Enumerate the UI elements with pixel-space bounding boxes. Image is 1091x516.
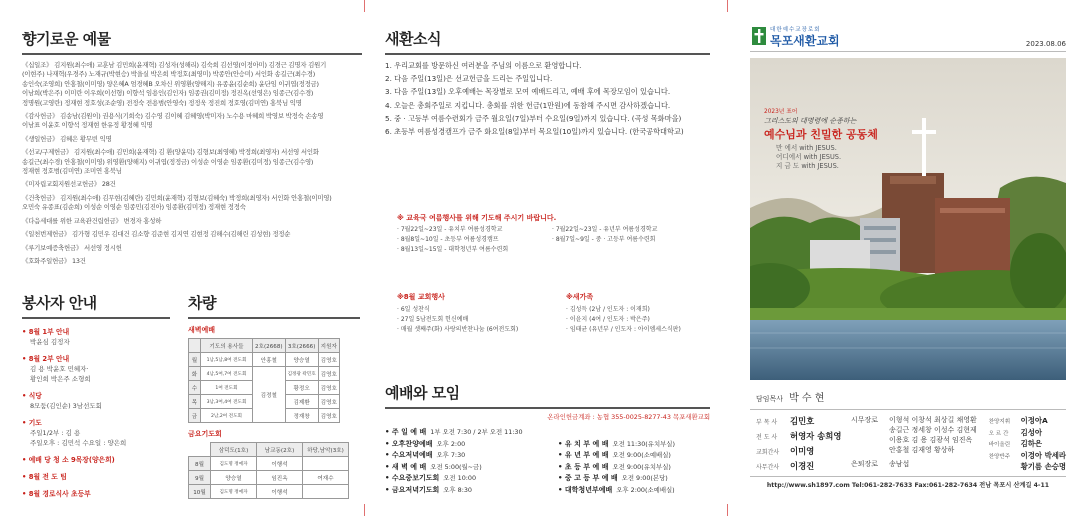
worship-name: • 유 년 부 예 배 <box>558 451 609 459</box>
worship-right-list <box>558 427 675 496</box>
staff-name: 김민호 <box>790 416 815 426</box>
table-cell <box>303 457 349 471</box>
pastor-name: 박 수 현 <box>789 393 825 404</box>
worship-divider <box>385 407 710 409</box>
news-title: 새환소식 <box>385 30 441 48</box>
volunteer-item <box>22 391 170 411</box>
family-item: · 임태균 (유년부 / 인도자 : 아이엠세스식판) <box>566 326 681 333</box>
gift-line: 《생일헌금》 김혜은 황무빈 익명 <box>22 134 112 143</box>
table-cell: 김영호 <box>318 353 339 367</box>
news-section <box>385 28 710 138</box>
vehicle-section <box>188 292 360 499</box>
gifts-divider <box>22 53 362 55</box>
table-header-cell <box>189 443 211 457</box>
family-title: ※새가족 <box>566 293 594 301</box>
gift-line: 《다음세대를 위한 교육관건립헌금》 변경자 홍성하 <box>22 216 162 225</box>
staff-role: 찬양반주 <box>988 453 1011 460</box>
news-item: 1. 우리교회를 방문하신 여러분을 주님의 이름으로 환영합니다. <box>385 61 582 70</box>
worship-item <box>558 450 675 462</box>
elder-line: 송길근 정세창 이성수 김현제 <box>888 426 977 434</box>
worship-item <box>385 473 558 485</box>
gift-block <box>22 244 362 253</box>
table-cell: 황정오 <box>285 381 318 395</box>
news-divider <box>385 53 710 55</box>
worship-section <box>385 382 710 496</box>
footer-divider <box>750 476 1066 477</box>
volunteer-line: 황인희 박은주 소형희 <box>30 375 91 383</box>
worship-time: 오후 2:00 <box>436 439 466 448</box>
worship-item <box>385 485 558 497</box>
gift-line: 《선교/구제헌금》 김지원(최수애) 김민희(윤재혁) 김 환(양윤덕) 김형보(최영혜) 박정희(최영자) 서선영 서인화 <box>22 148 319 157</box>
gift-line: 《십일조》 김지원(최수애) 교훈남 김민희(윤재혁) 김성자(성해리) 김숙희 김선영(이정아미) 김경근 김명자 김원기 <box>22 61 327 69</box>
table-cell <box>303 485 349 499</box>
events-box <box>397 292 557 335</box>
family-list <box>566 305 716 335</box>
worship-left-list <box>385 427 558 496</box>
table-cell: 정재창 <box>285 409 318 423</box>
table-row <box>189 457 349 471</box>
table-cell: 김제환 <box>285 395 318 409</box>
table-cell: 수 <box>189 381 201 395</box>
volunteer-title: 봉사자 안내 <box>22 294 97 312</box>
worship-name: • 금요저녁기도회 <box>385 485 440 494</box>
worship-item <box>558 462 675 474</box>
table-row <box>189 353 340 367</box>
table-cell: 월 <box>189 353 201 367</box>
table-row <box>189 485 349 499</box>
news-item: 2. 다음 주일(13일)은 선교헌금을 드리는 주일입니다. <box>385 74 553 84</box>
summer-title: ※ 교육국 여름행사를 위해 기도해 주시기 바랍니다. <box>397 214 557 222</box>
worship-name: • 오후찬양예배 <box>385 439 433 448</box>
table-header-cell: 삼덕도(1호) <box>211 443 257 457</box>
crop-mark <box>364 0 365 12</box>
volunteer-head: • 8월 경로식사 초등부 <box>22 490 91 498</box>
motto-year: 2023년 표어 <box>764 109 798 115</box>
gift-line: 《일천번제헌금》 김가형 김민우 김대건 김소향 김준현 김지연 김현정 김해수(김해린 김성현) 정정순 <box>22 230 291 239</box>
table-cell: 1남,5남,8여 전도회 <box>201 353 253 367</box>
gift-block <box>22 194 362 213</box>
family-item: · 이윤지 (4여 / 인도자 : 박은주) <box>566 316 650 323</box>
crop-mark <box>727 0 728 12</box>
motto-line: 어디에서 with JESUS. <box>776 153 842 161</box>
summer-item: · 7월22일~23일 - 유치부 여름성경학교 <box>397 226 503 233</box>
table-cell: 김영호 <box>318 381 339 395</box>
volunteer-list <box>22 327 170 499</box>
worship-name: • 주 일 예 배 <box>385 428 427 436</box>
church-name: 목포새환교회 <box>770 34 840 48</box>
gift-line: 《호화주일헌금》 13건 <box>22 256 86 265</box>
volunteer-item <box>22 327 170 347</box>
event-item: · 6일 성찬식 <box>397 306 430 313</box>
footer-contact: http://www.sh1897.com Tel:061-282-7633 Fax:061-282-7634 전남 목포시 산계길 4-11 <box>766 482 1050 489</box>
staff-row <box>989 461 1066 473</box>
summer-item: · 8월8일~10일 - 초등부 여름성경캠프 <box>397 236 499 243</box>
worship-item <box>385 462 558 474</box>
gift-block <box>22 180 362 189</box>
table-cell: 김영호 <box>318 395 339 409</box>
volunteer-section <box>22 292 170 506</box>
table-cell: 목 <box>189 395 201 409</box>
worship-time: 1부 오전 7:30 / 2부 오전 11:30 <box>430 428 523 436</box>
news-item: 5. 중 · 고등부 여름수련회가 금주 월요일(7일)부터 수요일(9일)까지 있습니다. (곡성 목화마을) <box>385 113 682 123</box>
worship-time: 오후 7:30 <box>436 451 466 459</box>
summer-right <box>552 225 657 255</box>
gift-line: 송인숙(조영희) 안홍철(이미영) 양은혜A 엄경혜B 오차신 위영환(양해지) 유종윤(김순희) 윤단임 이귀엽(정정금) <box>22 79 319 88</box>
staff-row <box>989 438 1066 450</box>
table-cell: 2남,2여 전도회 <box>201 409 253 423</box>
elder-line: 안홍철 김재영 황상하 <box>888 446 955 454</box>
staff-col3 <box>989 415 1066 475</box>
table-cell: 10월 <box>189 485 211 499</box>
event-item: · 27일 5남전도회 헌신예배 <box>397 316 469 323</box>
worship-spacer <box>558 427 675 439</box>
volunteer-head: • 예배 당 청 소 9목장(양은희) <box>22 456 115 464</box>
table-cell: 여재수 <box>303 471 349 485</box>
cover-photo <box>750 58 1066 380</box>
summer-left <box>397 225 552 255</box>
news-item: 4. 오늘은 총회주일로 지킵니다. 총회를 위한 헌금(1만원)에 동참해 주시면 감사하겠습니다. <box>385 100 671 110</box>
table-header-cell: 3호(2666) <box>285 339 318 353</box>
staff-row <box>756 430 851 445</box>
table-cell: 화 <box>189 367 201 381</box>
worship-time: 오전 10:00 <box>443 474 477 482</box>
elders-role: 시무장로 <box>850 416 879 424</box>
table-header-cell: 남교동(2호) <box>257 443 303 457</box>
table-cell: 김도명 정예자 <box>211 485 257 499</box>
worship-time: 오전 5:00(월~금) <box>430 462 482 471</box>
worship-name: • 초 등 부 예 배 <box>558 462 609 471</box>
staff-row <box>989 427 1066 439</box>
gift-line: (이현주) 나재혁(우경주) 노재규(박현승) 박을실 박은희 박정호(최영미) 박종안(안승미) 서인화 송길근(최수경) <box>22 70 316 79</box>
vehicle-divider <box>188 317 360 319</box>
gifts-section <box>22 28 362 270</box>
worship-name: • 유 치 부 예 배 <box>558 439 609 448</box>
summer-box <box>397 213 707 255</box>
staff-name: 황기름 손승명 <box>1020 462 1066 471</box>
worship-item <box>385 450 558 462</box>
table-cell: 김정광 곽민호 <box>285 367 318 381</box>
table-cell <box>189 339 201 353</box>
staff-section <box>750 389 1066 475</box>
staff-role: 찬양지휘 <box>988 419 1011 425</box>
staff-row <box>756 415 851 430</box>
volunteer-line: 주일오후 : 김민석 수요일 : 양은희 <box>30 439 127 447</box>
motto-line: 만 에서 with JESUS. <box>776 144 837 152</box>
pastor-role: 담임목사 <box>756 395 784 403</box>
staff-name: 이미영 <box>790 446 815 456</box>
volunteer-head: • 식당 <box>22 392 42 400</box>
retired-role: 은퇴장로 <box>850 460 879 468</box>
volunteer-head: • 8월 2부 안내 <box>22 355 70 363</box>
worship-time: 오후 8:30 <box>443 485 472 494</box>
gift-block <box>22 257 362 266</box>
motto-line: 지 금 도 with JESUS. <box>776 162 839 170</box>
friday-vehicle-table <box>188 442 349 499</box>
volunteer-head: • 기도 <box>22 419 42 427</box>
worship-name: • 새 벽 예 배 <box>385 462 427 471</box>
news-item: 3. 다음 주일(13일) 오후예배는 목장별로 모여 예배드리고, 예배 후에 목장모임이 있습니다. <box>385 87 671 97</box>
gift-line: 《미자립교회지원선교헌금》 28건 <box>22 180 116 189</box>
events-list <box>397 305 557 335</box>
gift-line: 정명원(고영란) 정재현 정호성(조순영) 전정숙 전용범(안영숙) 정정욱 정진희 정호영(김미연) 홍북님 익명 <box>22 98 302 107</box>
table-cell: 양승열 <box>211 471 257 485</box>
worship-time: 오후 2:00(소예배실) <box>616 485 675 494</box>
table-header-row <box>189 443 349 457</box>
staff-row <box>989 415 1066 427</box>
elders-list <box>889 415 977 455</box>
gift-line: 송길근(최수경) 안홍철(이미영) 위영환(양해지) 이귀엽(정정금) 이성순 이영순 임종환(김미정) 임종근(김수영) <box>22 157 314 166</box>
table-cell: 4남,5여,7여 전도회 <box>201 367 253 381</box>
gift-block <box>22 112 362 131</box>
denomination: 대한예수교장로회 <box>770 27 821 33</box>
table-cell: 9월 <box>189 471 211 485</box>
dawn-subtitle: 새벽예배 <box>188 326 216 334</box>
family-item: · 김성득 (2남 / 인도자 : 이재희) <box>566 306 650 313</box>
dawn-vehicle-table <box>188 338 340 423</box>
news-item: 6. 초등부 여름성경캠프가 금주 화요일(8일)부터 목요일(10일)까지 있습니다. (한국공학대학교) <box>385 127 684 137</box>
volunteer-line: 김 용 박윤호 민혜자· <box>30 365 89 373</box>
motto-small: 그리스도의 대명령에 순종하는 <box>764 117 857 125</box>
staff-name: 이경아 박세라 <box>1020 450 1066 460</box>
gift-line: 이남표 이윤호 이향석 정재현 한유정 황정혜 익명 <box>22 121 153 130</box>
worship-time: 오전 9:00(소예배실) <box>612 451 671 459</box>
staff-col1 <box>756 415 851 475</box>
staff-name: 이경진 <box>790 461 815 471</box>
volunteer-item <box>22 418 170 448</box>
motto-big: 예수님과 친밀한 공동체 <box>764 128 878 141</box>
worship-name: • 대학청년부예배 <box>558 485 613 494</box>
staff-role: 오 르 간 <box>988 430 1009 437</box>
table-cell: 양승열 <box>285 353 318 367</box>
table-header-cell: 2호(2668) <box>253 339 286 353</box>
table-header-cell: 기도의 용사들 <box>201 339 253 353</box>
crop-mark <box>364 504 365 516</box>
table-cell: 김도명 정예자 <box>211 457 257 471</box>
staff-divider <box>750 409 1066 410</box>
gift-line: 《건축헌금》 김지원(최수애) 김무현(김혜란) 김민희(윤재혁) 김형보(김혜숙) 박정희(최영자) 서인화 안홍철(이미영) <box>22 193 332 202</box>
volunteer-item <box>22 354 170 384</box>
friday-subtitle: 금요기도회 <box>188 430 222 438</box>
volunteer-item <box>22 489 170 499</box>
elder-line: 이형석 이창석 최상길 채영환 <box>888 416 977 424</box>
worship-time: 오전 11:30(유치부실) <box>612 439 675 448</box>
worship-name: • 수요저녁예배 <box>385 451 433 459</box>
staff-col2 <box>851 415 989 475</box>
volunteer-line: 박윤심 김정자 <box>30 338 70 346</box>
table-cell: 8월 <box>189 457 211 471</box>
cover-divider <box>750 51 1066 52</box>
gift-block <box>22 61 362 108</box>
worship-item <box>558 439 675 451</box>
staff-role: 교회간사 <box>756 449 780 456</box>
gift-block <box>22 135 362 144</box>
staff-role: 사무간사 <box>756 464 780 471</box>
staff-row <box>989 450 1066 462</box>
gift-line: 오민숙 유종표(김순희) 이성순 이영순 임종민(김진아) 임종환(김미정) 정재현 정정숙 <box>22 203 246 212</box>
table-cell: 김영호 <box>318 367 339 381</box>
vehicle-title: 차량 <box>188 294 216 312</box>
summer-item: · 8월7일~9일 - 중 · 고등부 여름수련회 <box>552 236 656 243</box>
table-cell: 이행석 <box>257 457 303 471</box>
staff-name: 김하은 <box>1020 439 1042 448</box>
staff-role: 전 도 사 <box>756 434 778 441</box>
worship-item <box>385 439 558 451</box>
summer-item: · 7월22일~23일 - 유년부 여름성경학교 <box>552 226 658 233</box>
table-row <box>189 471 349 485</box>
table-cell: 임진옥 <box>257 471 303 485</box>
staff-row <box>756 460 851 475</box>
staff-name: 김성아 <box>1020 427 1042 437</box>
table-row <box>189 367 340 381</box>
family-box <box>566 292 716 335</box>
volunteer-line: 주일1/2부 : 김 용 <box>30 429 81 437</box>
crop-mark <box>727 504 728 516</box>
staff-row <box>756 445 851 460</box>
table-header-cell: 지원자 <box>318 339 339 353</box>
table-cell: 김영호 <box>318 409 339 423</box>
table-cell: 이행석 <box>257 485 303 499</box>
table-cell: 3남,3여,4여 전도회 <box>201 395 253 409</box>
table-cell: 안홍철 <box>253 353 286 367</box>
gift-block <box>22 148 362 176</box>
worship-item <box>385 427 558 439</box>
staff-role: 부 목 사 <box>756 419 778 426</box>
worship-name: • 수요중보기도회 <box>385 474 440 482</box>
gifts-list <box>22 61 362 266</box>
table-cell: 1여 전도회 <box>201 381 253 395</box>
summer-item: · 8월13일~15일 - 대학청년부 여름수련회 <box>397 246 509 253</box>
staff-role: 바이올린 <box>988 442 1011 448</box>
event-item: · 매월 셋째주(화) 사랑의반찬나눔 (6여전도회) <box>397 326 519 333</box>
table-cell: 금 <box>189 409 201 423</box>
gift-line: 정재현 정호범(김미연) 조미연 홍북님 <box>22 167 122 176</box>
staff-name: 이정아A <box>1020 416 1048 425</box>
table-header-cell: 하당,남악(3호) <box>303 443 349 457</box>
worship-item <box>558 473 675 485</box>
worship-name: • 중 고 등 부 예 배 <box>558 474 618 482</box>
gift-line: 《감사헌금》 김송남(김원이) 권용식(기희숙) 김수영 김이혜 김혜영(박미자) 노수용 마혜희 박영보 박정숙 손송영 <box>22 112 324 121</box>
volunteer-line: 8모둠(김인순) 3남선도회 <box>30 402 102 410</box>
volunteer-head: • 8월 1부 안내 <box>22 328 70 336</box>
elder-line: 이용호 김 용 김광석 임진옥 <box>888 436 973 444</box>
staff-name: 허영자 송희영 <box>790 431 842 441</box>
gift-block <box>22 217 362 226</box>
worship-time: 오전 9:00(유치부실) <box>612 462 671 471</box>
gifts-title: 향기로운 예물 <box>22 30 111 48</box>
table-header-row <box>189 339 340 353</box>
bulletin-date: 2023.08.06 <box>1025 40 1066 48</box>
gift-line: 이남희(박은주) 이미란 이우희(이선형) 이향석 임용인(김인자) 임종권(김미정) 정진옥(선영은) 임종근(김수경) <box>22 89 314 98</box>
worship-time: 오전 9:00(본당) <box>621 474 668 482</box>
worship-item <box>558 485 675 497</box>
gift-line: 《루기보예증축헌금》 서선영 정시헌 <box>22 243 122 252</box>
volunteer-divider <box>22 317 170 319</box>
events-title: ※8월 교회행사 <box>397 293 445 301</box>
retired-name: 송남섭 <box>888 460 910 468</box>
online-account: 온라인헌금계좌 : 농협 355-0025-8277-43 목포새환교회 <box>547 413 710 421</box>
worship-title: 예배와 모임 <box>385 384 460 402</box>
news-list <box>385 59 710 138</box>
volunteer-item <box>22 455 170 465</box>
volunteer-head: • 8월 전 도 팀 <box>22 473 67 481</box>
motto-lines <box>776 144 841 171</box>
table-cell: 김정철 <box>253 367 286 423</box>
gift-block <box>22 230 362 239</box>
volunteer-item <box>22 472 170 482</box>
